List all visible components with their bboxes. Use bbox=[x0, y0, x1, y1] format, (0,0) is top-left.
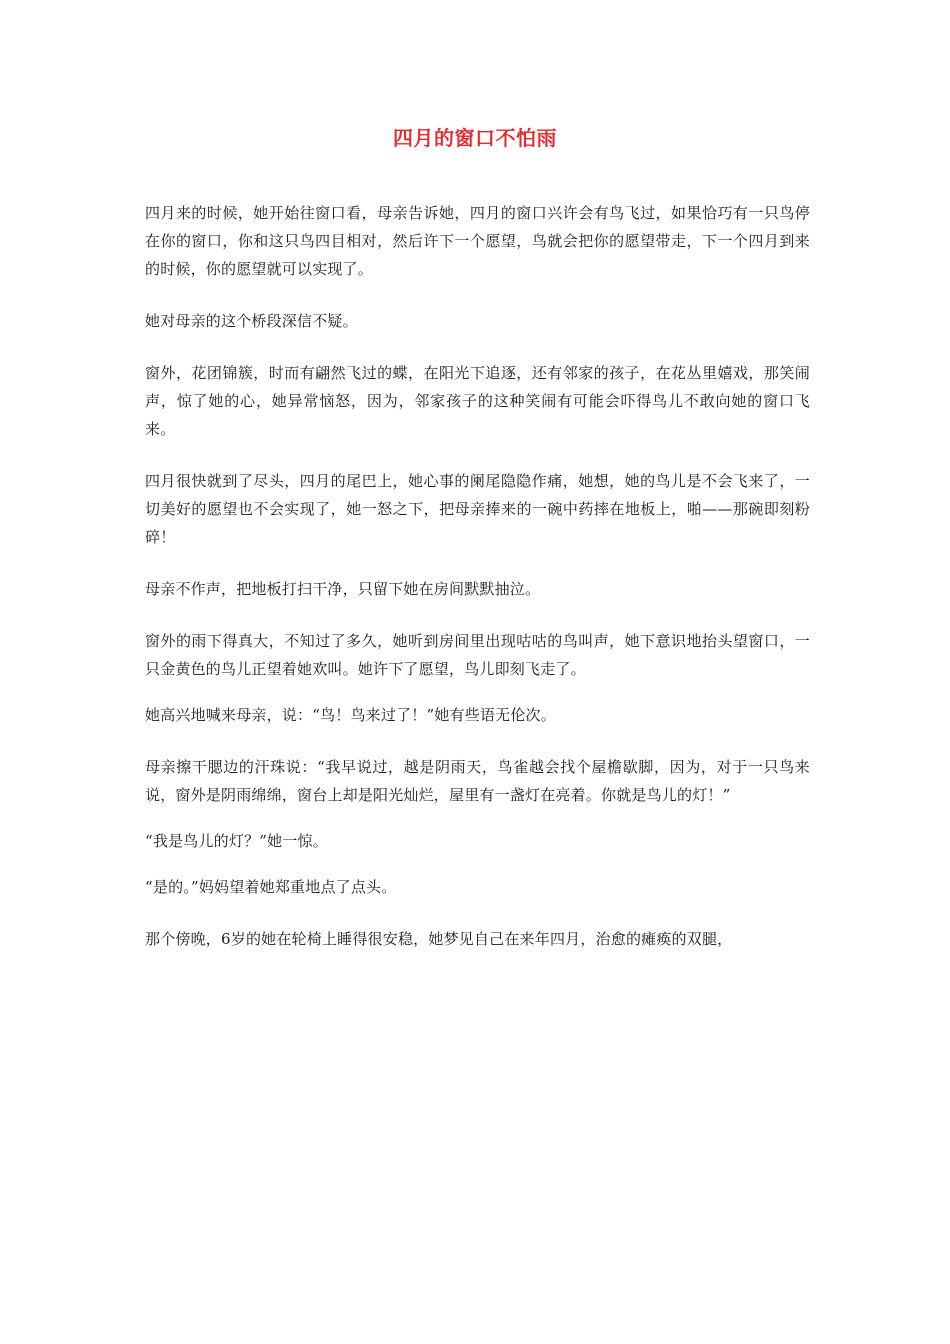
paragraph: “我是鸟儿的灯？”她一惊。 bbox=[145, 832, 328, 850]
paragraph: 窗外的雨下得真大，不知过了多久，她听到房间里出现咕咕的鸟叫声，她下意识地抬头望窗口，一只金黄色的鸟儿正望着她欢叫。她许下了愿望，鸟儿即刻飞走了。 bbox=[145, 632, 810, 678]
paragraph: 母亲不作声，把地板打扫干净，只留下她在房间默默抽泣。 bbox=[145, 580, 541, 598]
document-title: 四月的窗口不怕雨 bbox=[393, 126, 557, 150]
paragraph: 她高兴地喊来母亲，说：“鸟！鸟来过了！”她有些语无伦次。 bbox=[145, 706, 556, 724]
paragraph: “是的。”妈妈望着她郑重地点了点头。 bbox=[145, 878, 397, 896]
paragraph: 那个傍晚，6岁的她在轮椅上睡得很安稳，她梦见自己在来年四月，治愈的瘫痪的双腿， bbox=[145, 930, 733, 948]
paragraph: 窗外，花团锦簇，时而有翩然飞过的蝶，在阳光下追逐，还有邻家的孩子，在花丛里嬉戏，那笑闹声，惊了她的心，她异常恼怒，因为，邻家孩子的这种笑闹有可能会吓得鸟儿不敢向她的窗口飞来。 bbox=[145, 364, 810, 438]
paragraph: 她对母亲的这个桥段深信不疑。 bbox=[145, 312, 358, 330]
paragraph: 四月来的时候，她开始往窗口看，母亲告诉她，四月的窗口兴许会有鸟飞过，如果恰巧有一只鸟停在你的窗口，你和这只鸟四目相对，然后许下一个愿望，鸟就会把你的愿望带走，下一个四月到来的时候，你的愿望就可以实现了。 bbox=[145, 204, 810, 278]
document-body bbox=[145, 199, 810, 977]
paragraph: 母亲擦干腮边的汗珠说：“我早说过，越是阴雨天，鸟雀越会找个屋檐歇脚，因为，对于一只鸟来说，窗外是阴雨绵绵，窗台上却是阳光灿烂，屋里有一盏灯在亮着。你就是鸟儿的灯！” bbox=[145, 758, 810, 804]
paragraph: 四月很快就到了尽头，四月的尾巴上，她心事的阑尾隐隐作痛，她想，她的鸟儿是不会飞来了，一切美好的愿望也不会实现了，她一怒之下，把母亲捧来的一碗中药摔在地板上，啪——那碗即刻粉碎！ bbox=[145, 472, 810, 546]
